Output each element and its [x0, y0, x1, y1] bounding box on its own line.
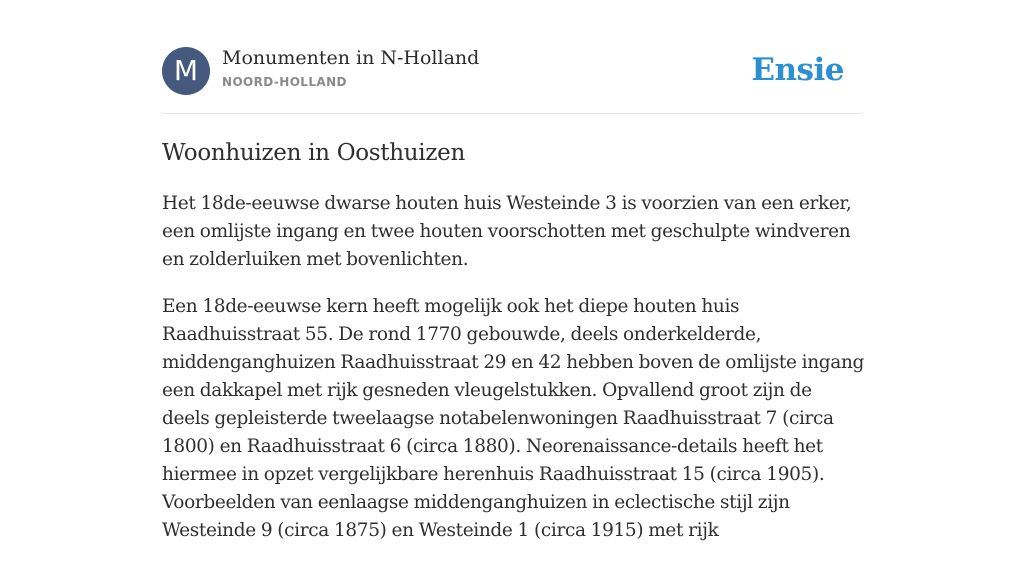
paragraph: Het 18de-eeuwse dwarse houten huis Westeinde 3 is voorzien van een erker, een omlijste ingang en twee houten voorschotten met geschulpte windveren en zolderluiken met bovenlichten. — [162, 193, 852, 270]
source-title[interactable]: Monumenten in N-Holland — [222, 47, 480, 69]
paragraph: Een 18de-eeuwse kern heeft mogelijk ook het diepe houten huis Raadhuisstraat 55. De rond 1770 gebouwde, deels onderkelderde, middenganghuizen Raadhuisstraat 29 en 42 hebben boven de omlijste ingang een dakkapel met rijk gesneden vleugelstukken. Opvallend groot zijn de deels gepleisterde tweelaagse notabelenwoningen Raadhuisstraat 7 (circa 1800) en Raadhuisstraat 6 (circa 1880). Neorenaissance-details heeft het hiermee in opzet vergelijkbare herenhuis Raadhuisstraat 15 (circa 1905). Voorbeelden van eenlaagse middenganghuizen in eclectische stijl zijn Westeinde 9 (circa 1875) en Westeinde 1 (circa 1915) met rijk — [162, 296, 865, 541]
source-region: NOORD-HOLLAND — [222, 75, 347, 89]
header-divider — [162, 113, 862, 114]
article-title: Woonhuizen in Oosthuizen — [162, 140, 465, 166]
source-header — [162, 46, 862, 96]
ensie-logo[interactable]: Ensie — [751, 52, 844, 88]
article-body — [162, 190, 864, 564]
avatar[interactable]: M — [162, 47, 210, 95]
